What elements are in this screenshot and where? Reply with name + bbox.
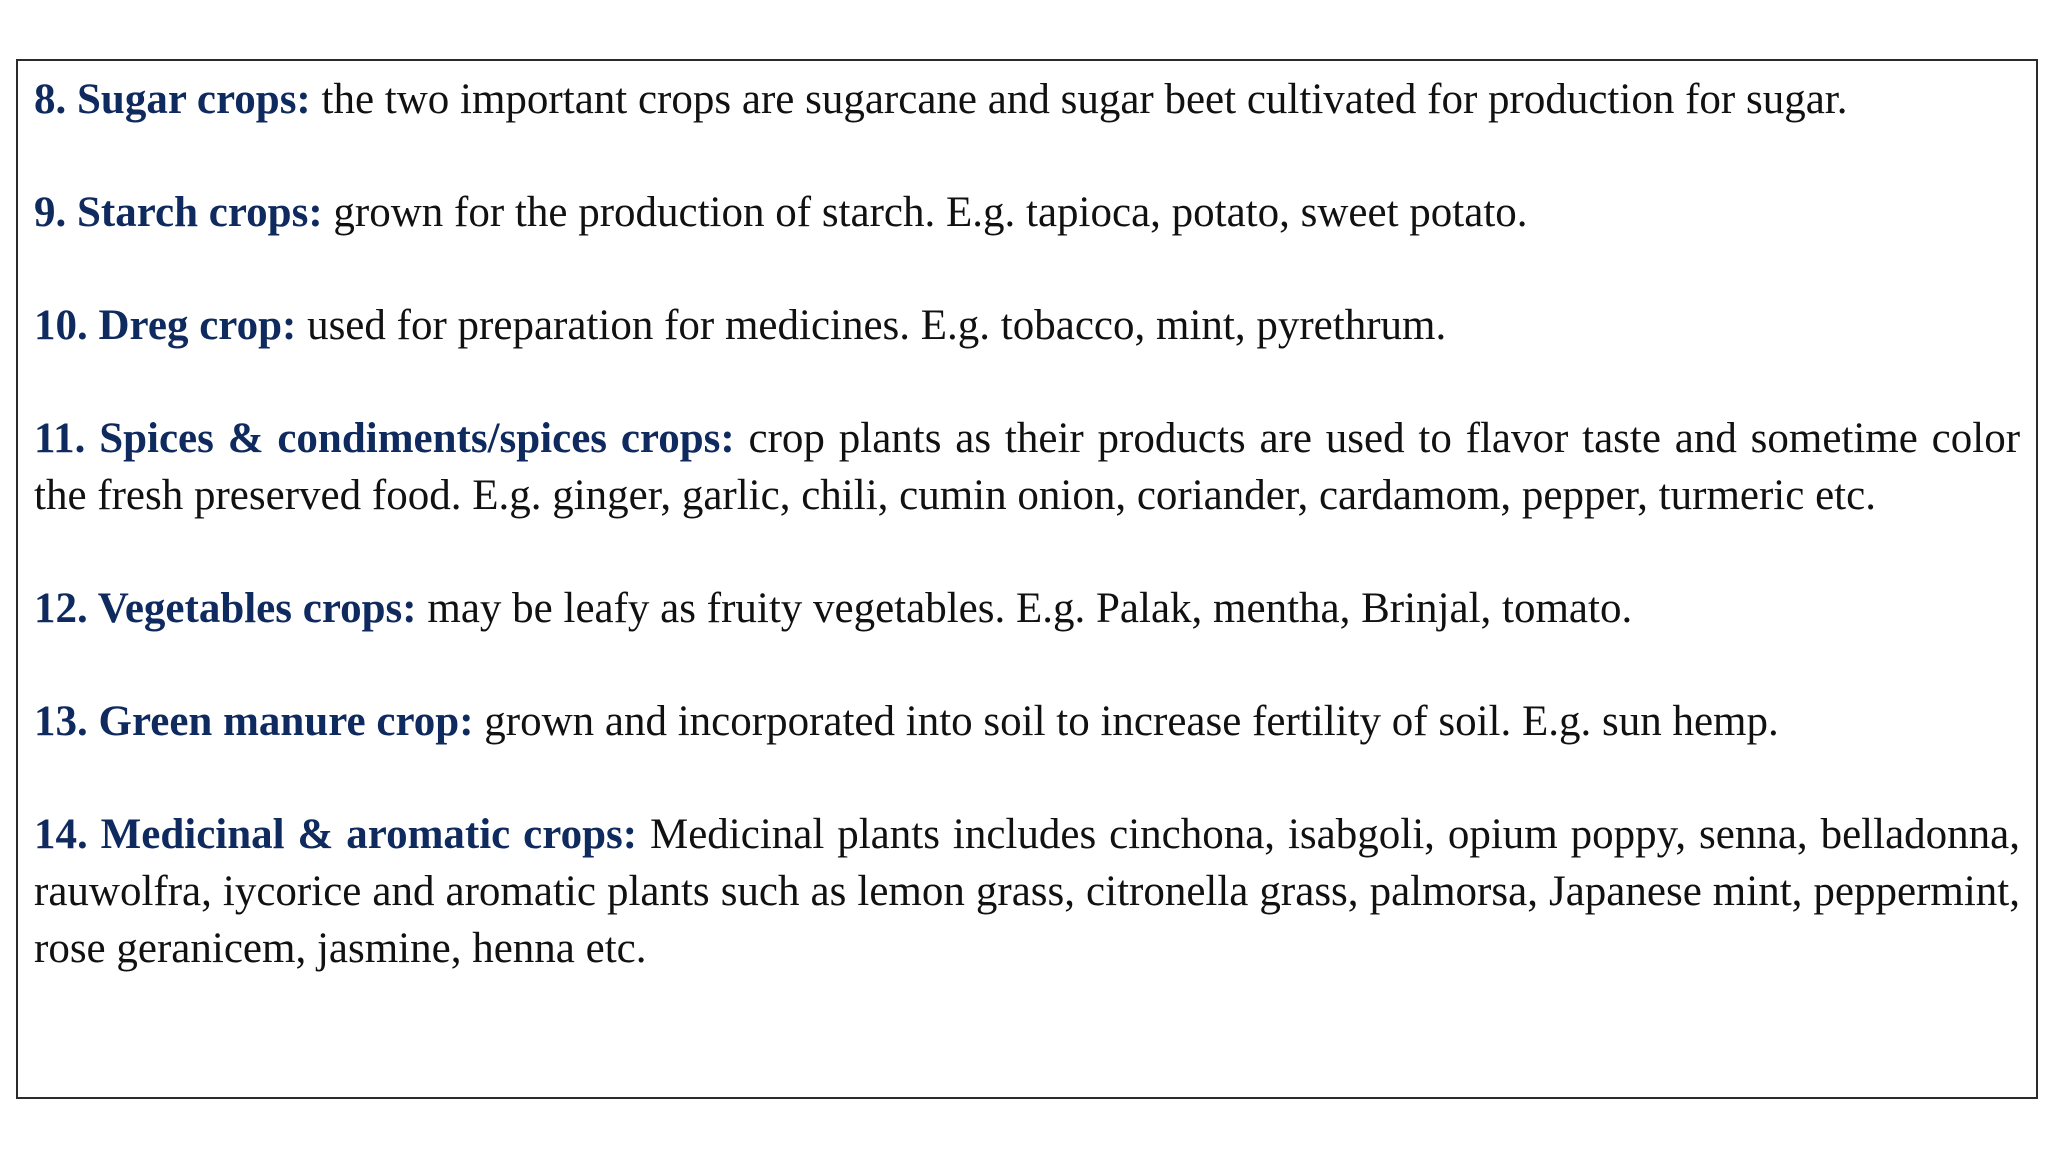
entry-text: may be leafy as fruity vegetables. E.g. Palak, mentha, Brinjal, tomato. — [427, 585, 1633, 632]
content-box — [16, 59, 2038, 1099]
entry-sugar-crops — [34, 71, 2020, 128]
entry-dreg-crop — [34, 297, 2020, 354]
entry-green-manure-crop — [34, 693, 2020, 750]
entry-starch-crops — [34, 184, 2020, 241]
entry-term: 14. Medicinal & aromatic crops: — [34, 811, 638, 858]
entry-text: used for preparation for medicines. E.g. tobacco, mint, pyrethrum. — [307, 302, 1447, 349]
entry-term: 13. Green manure crop: — [34, 698, 474, 745]
entry-spices-crops — [34, 410, 2020, 524]
entry-vegetables-crops — [34, 580, 2020, 637]
entry-term: 11. Spices & condiments/spices crops: — [34, 415, 735, 462]
entry-term: 10. Dreg crop: — [34, 302, 297, 349]
entry-text: Medicinal plants includes cinchona, isabgoli, opium poppy, senna, belladonna, rauwolfra, iycorice and aromatic plants such as lemon grass, citronella grass, palmorsa, Japanese mint, peppermint, rose geranicem, jasmine, henna etc. — [34, 811, 2020, 972]
entry-text: crop plants as their products are used to flavor taste and sometime color the fresh preserved food. E.g. ginger, garlic, chili, cumin onion, coriander, cardamom, pepper, turmeric etc. — [34, 415, 2021, 519]
entry-term: 12. Vegetables crops: — [34, 585, 417, 632]
entry-text: grown for the production of starch. E.g. tapioca, potato, sweet potato. — [333, 189, 1528, 236]
entry-term: 9. Starch crops: — [34, 189, 323, 236]
entry-medicinal-aromatic-crops — [34, 806, 2020, 977]
entry-text: the two important crops are sugarcane and sugar beet cultivated for production for sugar. — [321, 76, 1848, 123]
entry-term: 8. Sugar crops: — [34, 76, 311, 123]
entry-text: grown and incorporated into soil to increase fertility of soil. E.g. sun hemp. — [484, 698, 1779, 745]
